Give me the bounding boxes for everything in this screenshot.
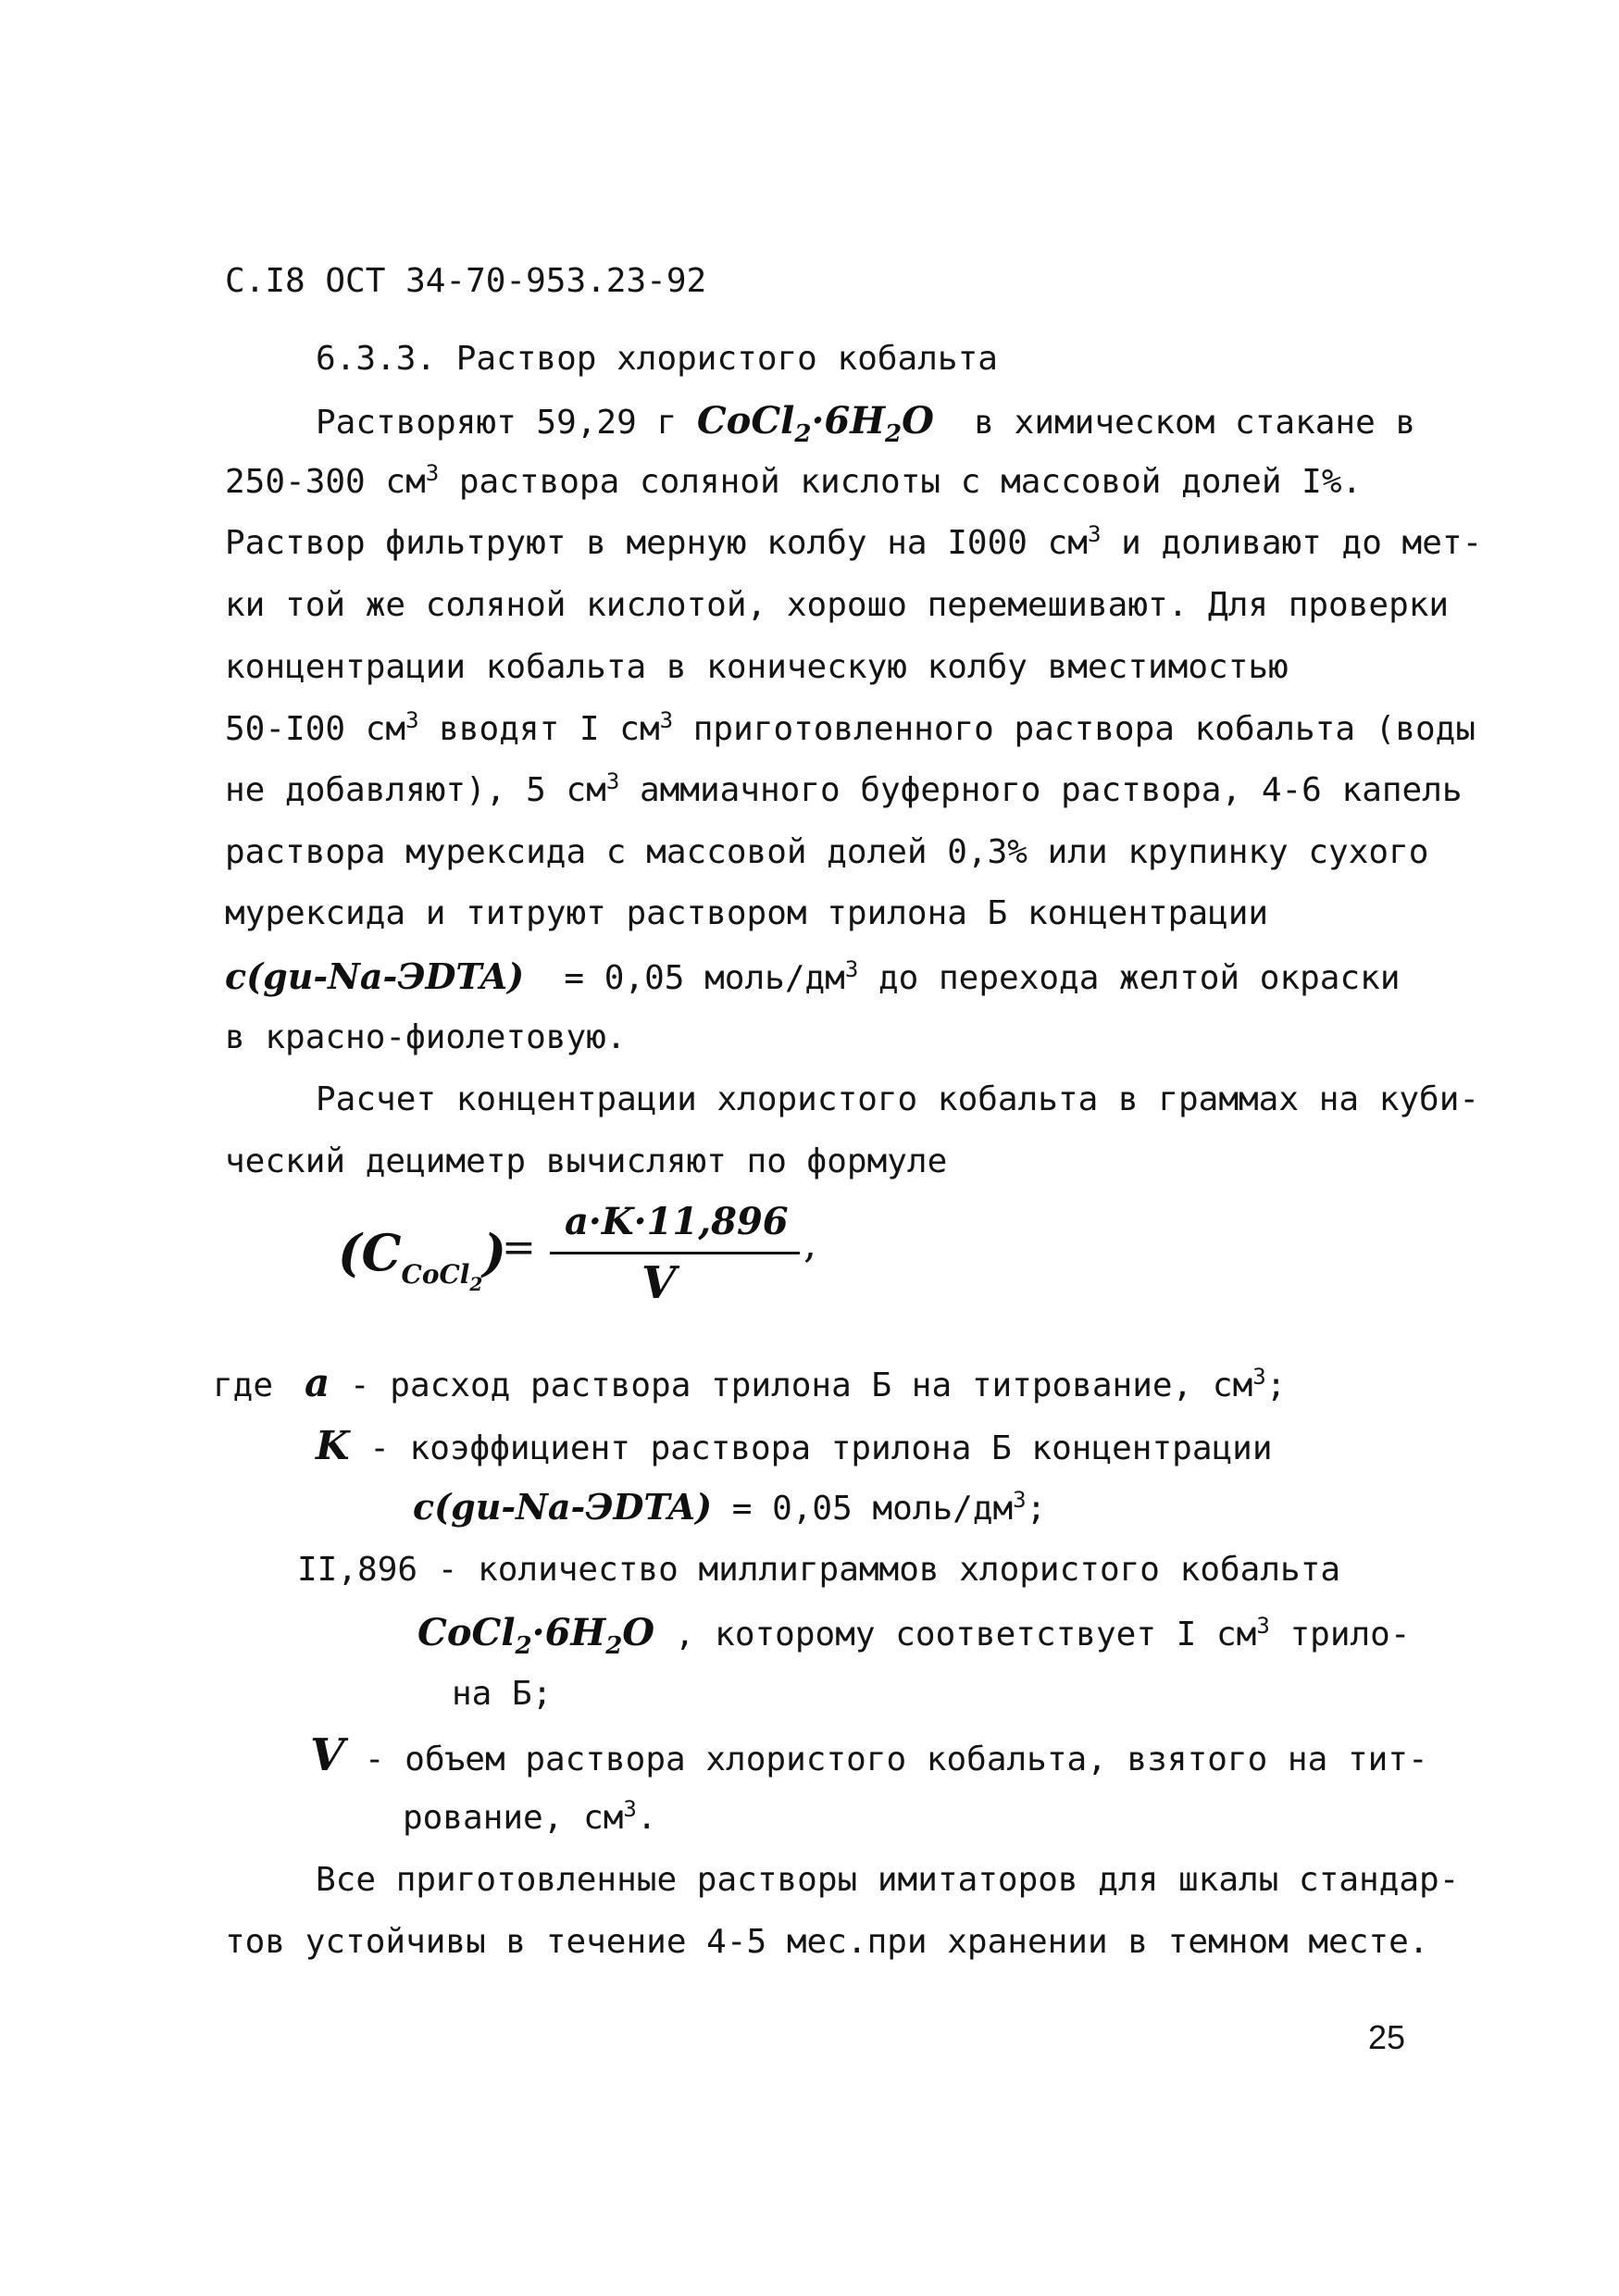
text: 250-300 см bbox=[225, 463, 426, 501]
text: = 0,05 моль/дм bbox=[524, 959, 845, 997]
paragraph-line bbox=[225, 583, 1449, 628]
text: раствора соляной кислоты с массовой долей I%. bbox=[439, 463, 1363, 501]
text: = 0,05 моль/дм bbox=[712, 1490, 1014, 1528]
text: рование, см bbox=[403, 1799, 624, 1837]
text: не добавляют), 5 см bbox=[225, 771, 606, 809]
text: мурексида и титруют раствором трилона Б концентрации bbox=[225, 894, 1269, 932]
superscript: 3 bbox=[1087, 521, 1102, 547]
formula-sub: 2 bbox=[469, 1273, 483, 1295]
text: где bbox=[213, 1366, 274, 1404]
superscript: 3 bbox=[605, 768, 620, 794]
text: ; bbox=[1026, 1490, 1047, 1528]
text: трило- bbox=[1269, 1616, 1411, 1653]
superscript: 3 bbox=[425, 460, 440, 486]
formula-equals: = bbox=[502, 1224, 536, 1271]
formula-comma: , bbox=[803, 1220, 816, 1267]
formula-numerator: a·K·11,896 bbox=[565, 1200, 789, 1243]
text: раствора мурексида с массовой долей 0,3% или крупинку сухого bbox=[225, 833, 1429, 871]
document-header bbox=[225, 259, 706, 304]
text: - объем раствора хлористого кобальта, взятого на тит- bbox=[344, 1741, 1428, 1778]
superscript: 3 bbox=[623, 1796, 637, 1822]
paragraph-line bbox=[225, 1016, 626, 1060]
definition-k bbox=[316, 1424, 1273, 1471]
text: ; bbox=[1265, 1366, 1287, 1404]
superscript: 3 bbox=[844, 956, 859, 982]
formula-part: ) bbox=[482, 1223, 506, 1282]
symbol-a: a bbox=[305, 1360, 330, 1405]
superscript: 3 bbox=[1013, 1487, 1027, 1513]
text: II,896 - количество миллиграммов хлористого кобальта bbox=[297, 1551, 1341, 1589]
formula-part: CoCl bbox=[401, 1259, 470, 1290]
text: , которому соответствует I см bbox=[654, 1616, 1257, 1653]
text: . bbox=[636, 1799, 657, 1837]
formula-part: (C bbox=[338, 1223, 402, 1282]
section-title-text: 6.3.3. Раствор хлористого кобальта bbox=[316, 340, 998, 378]
symbol-v: V bbox=[310, 1729, 345, 1781]
paragraph-line bbox=[225, 1140, 947, 1184]
paragraph-line bbox=[316, 1078, 1479, 1122]
definition-n bbox=[297, 1548, 1340, 1592]
paragraph-line bbox=[225, 460, 1362, 505]
paragraph-line bbox=[225, 707, 1476, 752]
superscript: 3 bbox=[1256, 1613, 1270, 1639]
paragraph-line bbox=[316, 399, 1416, 448]
text: Все приготовленные растворы имитаторов для шкалы стандар- bbox=[316, 1861, 1460, 1899]
text: аммиачного буферного раствора, 4-6 капель bbox=[619, 771, 1463, 809]
section-title bbox=[316, 337, 998, 381]
formula-denominator: V bbox=[641, 1257, 677, 1309]
paragraph-line bbox=[225, 521, 1482, 566]
formula-c-trilon: c(gu-Na-ЭDTA) bbox=[225, 955, 525, 997]
text: приготовленного раствора кобальта (воды bbox=[673, 710, 1476, 748]
formula-part: O bbox=[902, 399, 934, 443]
page-number: 25 bbox=[1368, 2018, 1406, 2056]
text: Расчет концентрации хлористого кобальта в граммах на куби- bbox=[316, 1080, 1480, 1118]
formula-part: CoCl bbox=[417, 1611, 516, 1654]
text: 50-I00 см bbox=[225, 710, 406, 748]
superscript: 3 bbox=[659, 707, 674, 733]
paragraph-line bbox=[225, 955, 1401, 1001]
text: и доливают до мет- bbox=[1101, 524, 1483, 562]
paragraph-line bbox=[225, 1920, 1428, 1965]
text: - расход раствора трилона Б на титрование, см bbox=[330, 1366, 1253, 1404]
formula-cocl2-6h2o bbox=[696, 399, 934, 448]
formula-lhs bbox=[338, 1220, 506, 1316]
definition-n-cont2 bbox=[452, 1672, 552, 1716]
paragraph-line bbox=[225, 645, 1289, 690]
symbol-k: K bbox=[316, 1423, 350, 1468]
formula-part: ·6H bbox=[811, 399, 886, 443]
definition-n-cont bbox=[417, 1611, 1411, 1660]
definition-v bbox=[310, 1729, 1428, 1782]
text: до перехода желтой окраски bbox=[858, 959, 1401, 997]
text: на Б; bbox=[452, 1675, 553, 1713]
text: концентрации кобальта в коническую колбу вместимостью bbox=[225, 648, 1289, 686]
paragraph-line bbox=[225, 768, 1463, 813]
text: ческий дециметр вычисляют по формуле bbox=[225, 1142, 948, 1180]
paragraph-line bbox=[316, 1858, 1459, 1903]
formula-sub: 2 bbox=[794, 420, 812, 448]
formula-c-trilon: c(gu-Na-ЭDTA) bbox=[413, 1486, 713, 1528]
text: вводят I см bbox=[418, 710, 660, 748]
text: Растворяют 59,29 г bbox=[316, 404, 697, 442]
definition-v-cont bbox=[403, 1796, 657, 1841]
text: в красно-фиолетовую. bbox=[225, 1018, 627, 1056]
superscript: 3 bbox=[1252, 1364, 1266, 1390]
text: Раствор фильтруют в мерную колбу на I000 см bbox=[225, 524, 1088, 562]
formula-part: ·6H bbox=[531, 1611, 606, 1654]
header-ref: С.I8 ОСТ 34-70-953.23-92 bbox=[225, 262, 707, 300]
formula-sub: 2 bbox=[605, 1632, 623, 1660]
paragraph-line bbox=[225, 830, 1428, 875]
definition-k-cont bbox=[413, 1485, 1046, 1531]
formula-sub: 2 bbox=[885, 420, 903, 448]
formula-part: O bbox=[622, 1611, 655, 1654]
formula-sub bbox=[401, 1259, 483, 1295]
text: - коэффициент раствора трилона Б концентрации bbox=[349, 1429, 1273, 1467]
definition-a bbox=[213, 1361, 1286, 1408]
fraction-bar bbox=[550, 1252, 800, 1254]
paragraph-line bbox=[225, 892, 1268, 936]
formula-sub: 2 bbox=[515, 1632, 532, 1660]
formula-part: CoCl bbox=[696, 399, 795, 443]
formula-cocl2-6h2o bbox=[417, 1611, 655, 1660]
text: тов устойчивы в течение 4-5 мес.при хранении в темном месте. bbox=[225, 1923, 1429, 1961]
text: ки той же соляной кислотой, хорошо перемешивают. Для проверки bbox=[225, 586, 1450, 624]
superscript: 3 bbox=[405, 707, 419, 733]
text: в химическом стакане в bbox=[933, 404, 1416, 442]
